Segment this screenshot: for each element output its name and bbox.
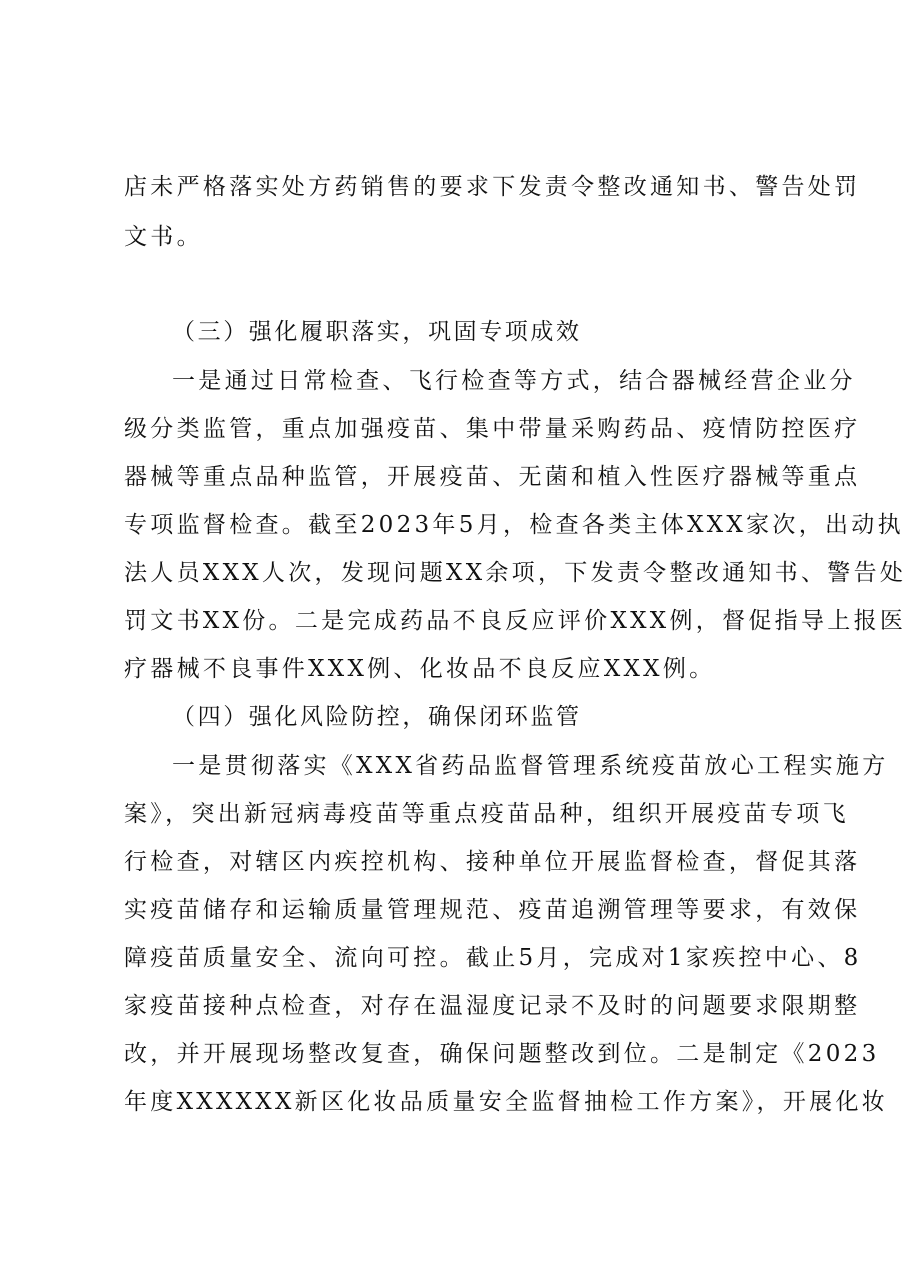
section-3-line-1: 一是通过日常检查、飞行检查等方式，结合器械经营企业分 — [172, 368, 856, 394]
section-3-heading: （三）强化履职落实，巩固专项成效 — [172, 319, 582, 345]
section-3-line-2: 级分类监管，重点加强疫苗、集中带量采购药品、疫情防控医疗 — [124, 416, 861, 442]
section-4-line-2: 案》，突出新冠病毒疫苗等重点疫苗品种，组织开展疫苗专项飞 — [124, 801, 849, 827]
section-3-line-5: 法人员XXX人次，发现问题XX余项，下发责令整改通知书、警告处 — [124, 560, 907, 586]
intro-line-1: 店未严格落实处方药销售的要求下发责令整改通知书、警告处罚 — [124, 174, 861, 200]
intro-line-2: 文书。 — [124, 224, 203, 250]
section-4-line-8: 年度XXXXXX新区化妆品质量安全监督抽检工作方案》，开展化妆 — [124, 1089, 889, 1115]
section-4-heading: （四）强化风险防控，确保闭环监管 — [172, 704, 582, 730]
section-4-line-5: 障疫苗质量安全、流向可控。截止5月，完成对1家疾控中心、8 — [124, 945, 862, 971]
section-4-line-7: 改，并开展现场整改复查，确保问题整改到位。二是制定《2023 — [124, 1041, 880, 1067]
section-3-line-4: 专项监督检查。截至2023年5月，检查各类主体XXX家次，出动执 — [124, 512, 904, 538]
section-4-line-6: 家疫苗接种点检查，对存在温湿度记录不及时的问题要求限期整 — [124, 993, 861, 1019]
section-3-line-3: 器械等重点品种监管，开展疫苗、无菌和植入性医疗器械等重点 — [124, 464, 861, 490]
section-4-line-3: 行检查，对辖区内疾控机构、接种单位开展监督检查，督促其落 — [124, 849, 861, 875]
section-3-line-6: 罚文书XX份。二是完成药品不良反应评价XXX例，督促指导上报医 — [124, 608, 907, 634]
section-4-line-1: 一是贯彻落实《XXX省药品监督管理系统疫苗放心工程实施方 — [172, 753, 889, 779]
section-3-line-7: 疗器械不良事件XXX例、化妆品不良反应XXX例。 — [124, 656, 716, 682]
section-4-line-4: 实疫苗储存和运输质量管理规范、疫苗追溯管理等要求，有效保 — [124, 897, 861, 923]
